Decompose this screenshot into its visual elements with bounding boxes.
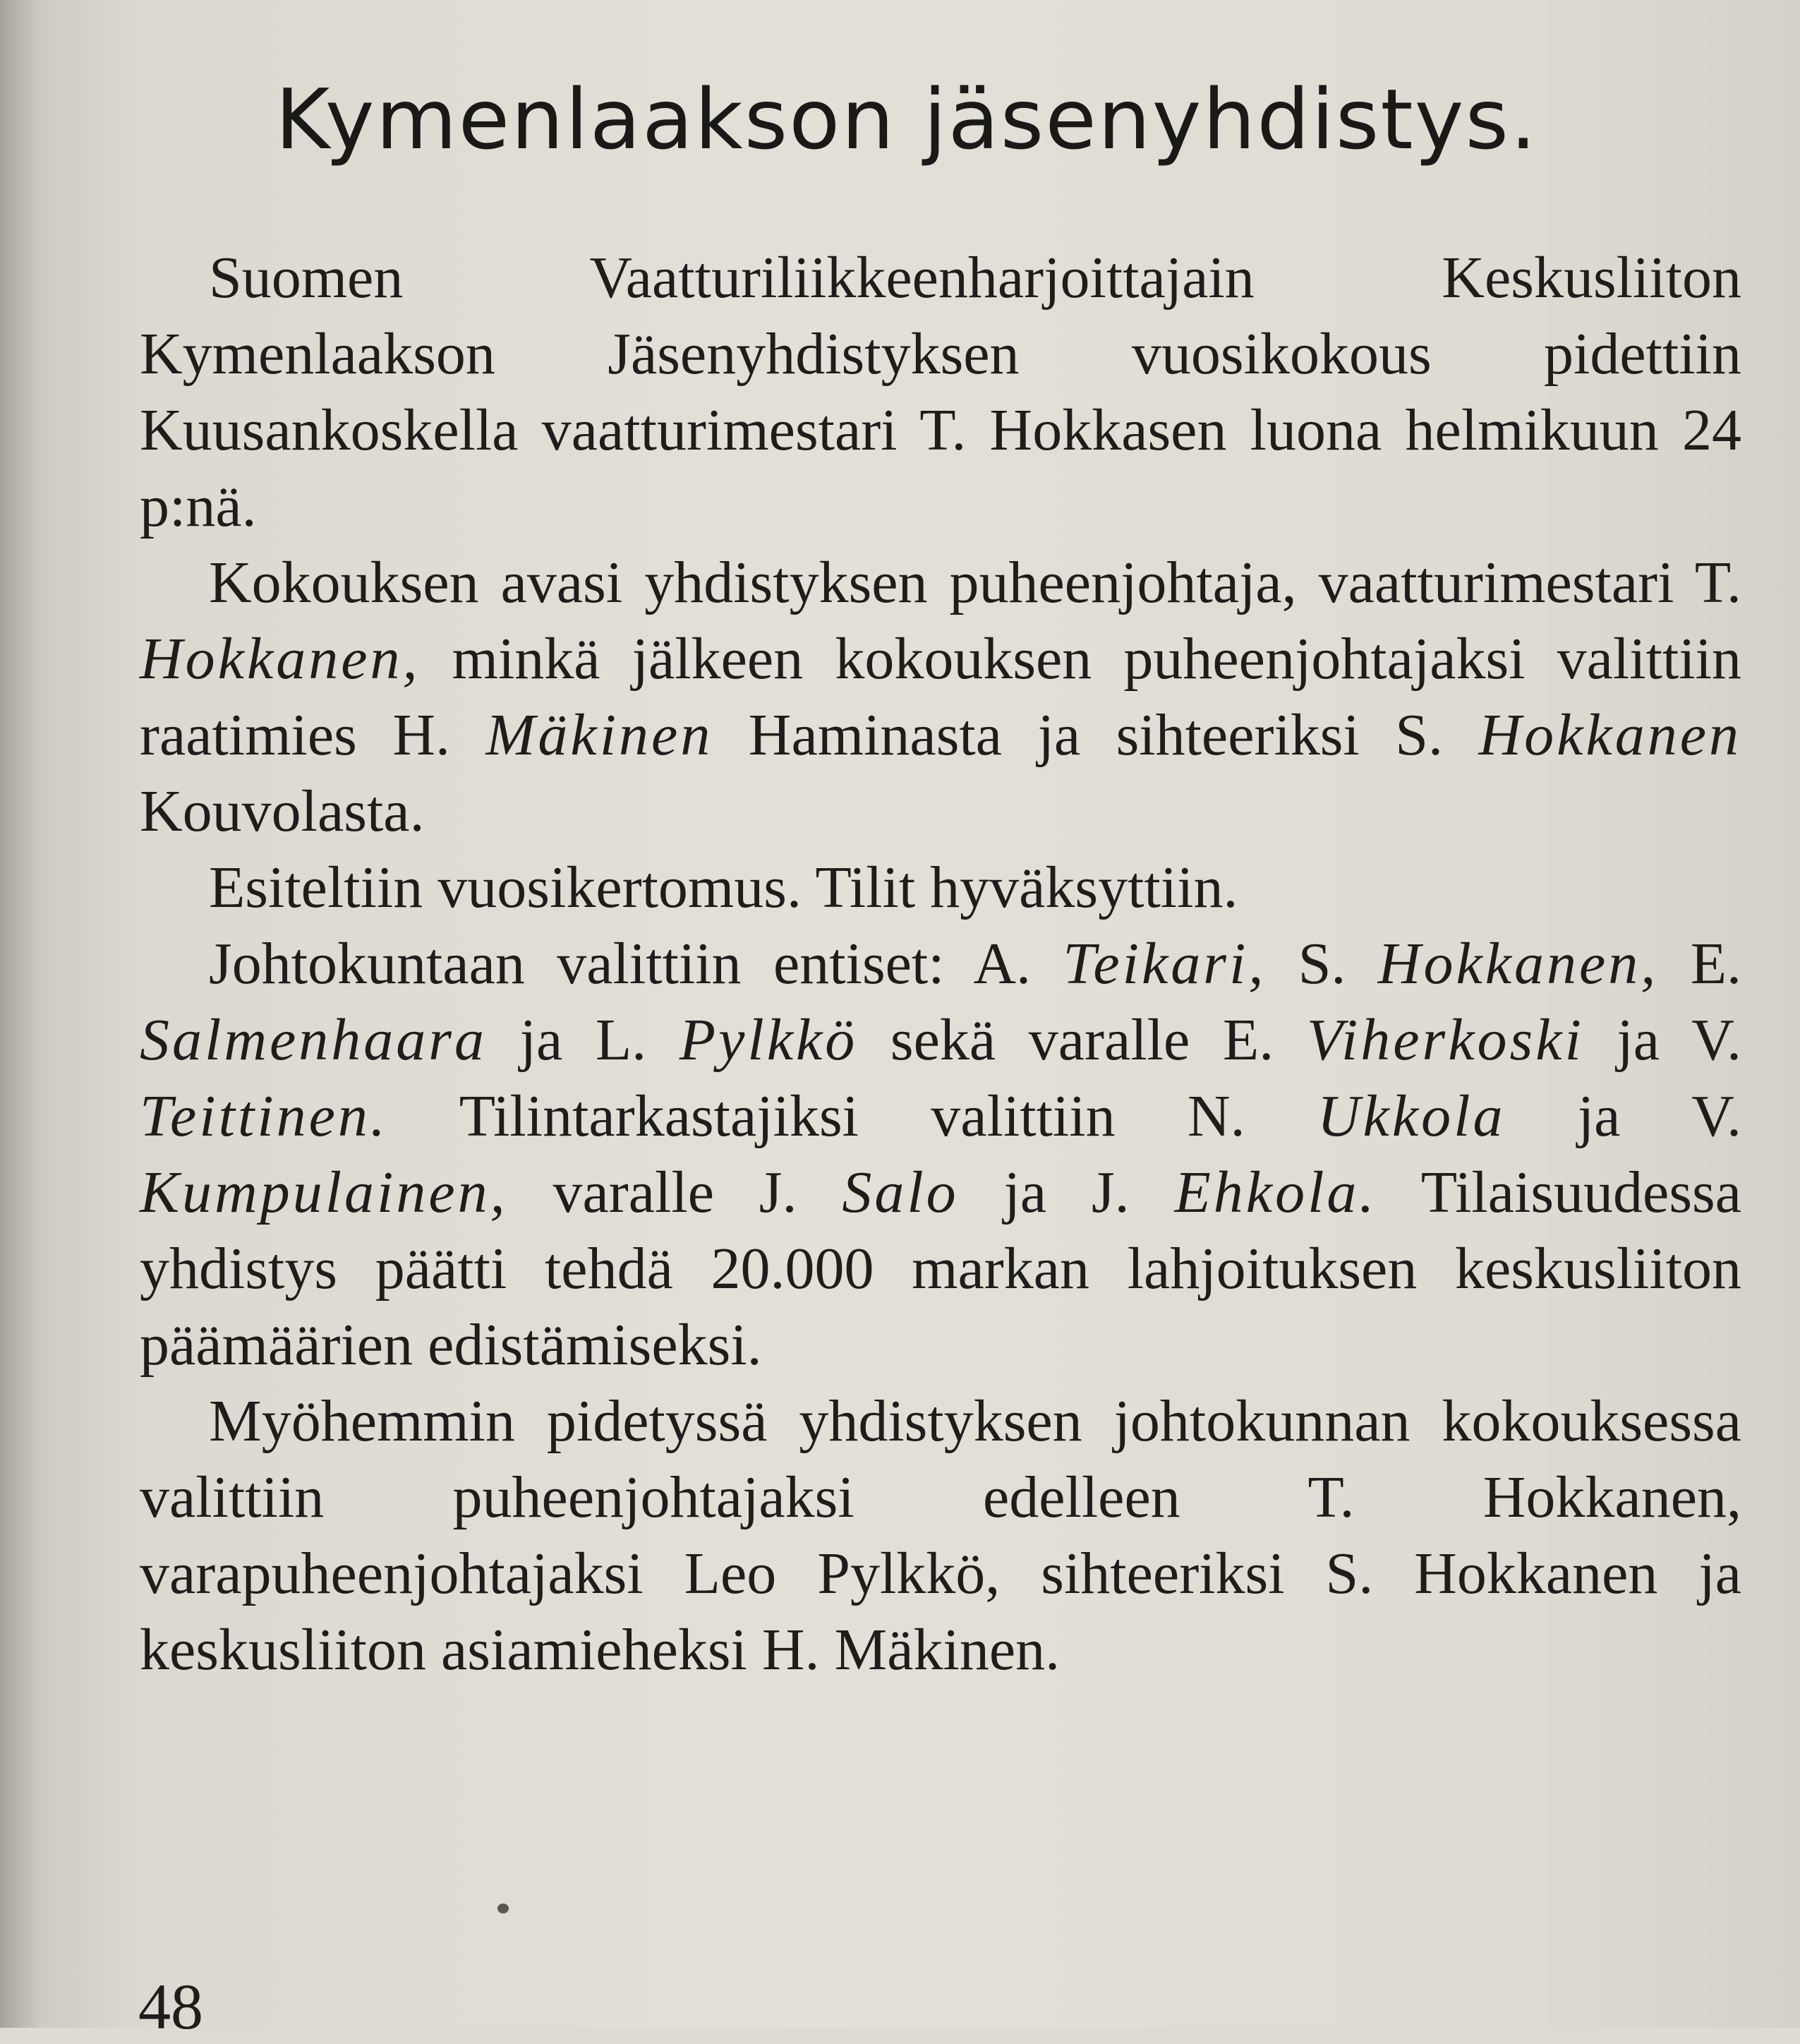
emphasized-name: Salo bbox=[842, 1160, 959, 1225]
emphasized-name: Ukkola bbox=[1317, 1083, 1506, 1149]
paragraph bbox=[140, 1383, 1741, 1688]
text-run: Johtokuntaan valittiin entiset: A. bbox=[209, 931, 1063, 997]
paragraph bbox=[140, 926, 1741, 1383]
text-run: Kouvolasta. bbox=[140, 778, 425, 844]
page-number: 48 bbox=[138, 1971, 203, 2043]
emphasized-name: Kumpulainen, bbox=[140, 1160, 508, 1225]
text-run: ja L. bbox=[486, 1007, 679, 1073]
text-run: Kokouksen avasi yhdistyksen puheenjohtaja, vaatturimestari T. bbox=[209, 550, 1741, 615]
text-run: S. bbox=[1266, 931, 1378, 997]
article-body bbox=[140, 240, 1741, 1688]
text-run: Suomen Vaatturiliikkeenharjoittajain Keskusliiton Kymenlaakson Jäsenyhdistyksen vuosikokous pidettiin Kuusankoskella vaatturimestari T. Hokkasen luona helmikuun 24 p:nä. bbox=[140, 245, 1741, 539]
text-run: Myöhemmin pidetyssä yhdistyksen johtokunnan kokouksessa valittiin puheenjohtajaksi edelleen T. Hokkanen, varapuheenjohtajaksi Leo Pylkkö, sihteeriksi S. Hokkanen ja keskusliiton asiamieheksi H. Mäkinen. bbox=[140, 1388, 1741, 1683]
print-speck bbox=[497, 1904, 509, 1913]
emphasized-name: Salmenhaara bbox=[140, 1007, 487, 1073]
text-run: E. bbox=[1658, 931, 1741, 997]
emphasized-name: Mäkinen bbox=[485, 702, 713, 768]
article-title: Kymenlaakson jäsenyhdistys. bbox=[275, 71, 1538, 168]
paragraph bbox=[140, 240, 1741, 545]
emphasized-name: Viherkoski bbox=[1306, 1007, 1584, 1073]
emphasized-name: Hokkanen bbox=[1478, 702, 1741, 768]
text-run: ja V. bbox=[1505, 1083, 1741, 1149]
emphasized-name: Ehkola. bbox=[1174, 1160, 1377, 1225]
text-run: varalle J. bbox=[507, 1160, 842, 1225]
text-run: Esiteltiin vuosikertomus. Tilit hyväksyttiin. bbox=[209, 855, 1238, 920]
text-run: Tilintarkastajiksi valittiin N. bbox=[387, 1083, 1317, 1149]
emphasized-name: Teittinen. bbox=[140, 1083, 388, 1149]
emphasized-name: Hokkanen, bbox=[1377, 931, 1659, 997]
paragraph bbox=[140, 850, 1741, 926]
paragraph bbox=[140, 545, 1741, 850]
text-run: ja V. bbox=[1583, 1007, 1741, 1073]
text-run: sekä varalle E. bbox=[857, 1007, 1307, 1073]
text-run: Tilaisuudessa yhdistys päätti tehdä 20.000 markan lahjoituksen keskusliiton päämäärien edistämiseksi. bbox=[140, 1160, 1742, 1378]
text-run: Haminasta ja sihteeriksi S. bbox=[713, 702, 1479, 768]
emphasized-name: Pylkkö bbox=[679, 1007, 858, 1073]
text-run: ja J. bbox=[958, 1160, 1175, 1225]
text-run: minkä jälkeen kokouksen puheenjohtajaksi valittiin raatimies H. bbox=[140, 626, 1741, 768]
emphasized-name: Hokkanen, bbox=[140, 626, 421, 692]
emphasized-name: Teikari, bbox=[1063, 931, 1267, 997]
page-fold-shadow bbox=[0, 0, 42, 2028]
